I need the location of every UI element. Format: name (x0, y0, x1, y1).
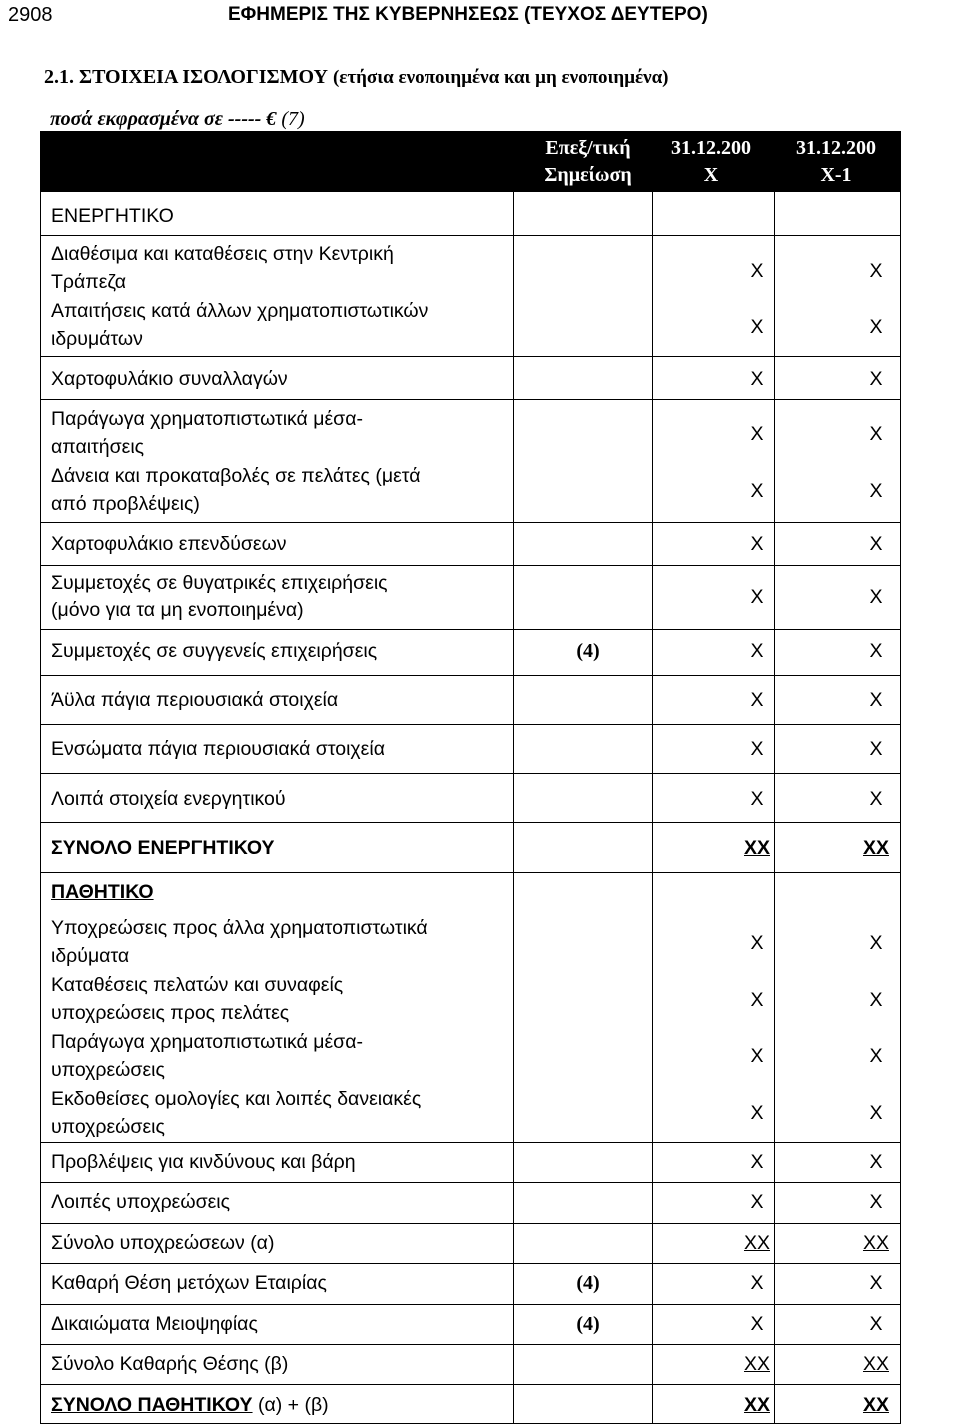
section-title (44, 66, 669, 89)
total-liabilities-previous: ΧΧ (862, 1232, 889, 1254)
row-divider (41, 1223, 900, 1224)
row-divider (41, 565, 900, 566)
previous-value: Χ (869, 1151, 883, 1173)
total-assets-current: ΧΧ (743, 837, 770, 859)
row-label: Παράγωγα χρηματοπιστωτικά μέσα- (51, 1031, 363, 1053)
current-value: Χ (750, 1045, 764, 1067)
current-value: Χ (750, 1272, 764, 1294)
row-divider (41, 822, 900, 823)
previous-value: Χ (869, 423, 883, 445)
current-value: Χ (750, 533, 764, 555)
row-divider (41, 1304, 900, 1305)
row-label-cont: από προβλέψεις) (51, 493, 200, 515)
row-label: Καθαρή Θέση μετόχων Εταιρίας (51, 1272, 327, 1294)
note-reference: (4) (576, 640, 600, 662)
current-value: Χ (750, 689, 764, 711)
row-label: Ενσώματα πάγια περιουσιακά στοιχεία (51, 738, 385, 760)
row-label: Υποχρεώσεις προς άλλα χρηματοπιστωτικά (51, 917, 428, 939)
previous-value: Χ (869, 1102, 883, 1124)
row-divider (41, 1344, 900, 1345)
row-divider (41, 1384, 900, 1385)
previous-value: Χ (869, 640, 883, 662)
row-label: Λοιπές υποχρεώσεις (51, 1191, 231, 1213)
total-liabilities-current: ΧΧ (743, 1232, 770, 1254)
column-header-current-line2: Χ (703, 164, 719, 186)
current-value: Χ (750, 368, 764, 390)
previous-value: Χ (869, 1272, 883, 1294)
previous-value: Χ (869, 260, 883, 282)
previous-value: Χ (869, 1191, 883, 1213)
previous-value: Χ (869, 932, 883, 954)
note-reference: (4) (576, 1272, 600, 1294)
row-label-cont: ιδρύματα (51, 945, 130, 967)
row-divider (41, 773, 900, 774)
current-value: Χ (750, 640, 764, 662)
previous-value: Χ (869, 316, 883, 338)
previous-value: Χ (869, 788, 883, 810)
column-header-previous-line2: Χ-1 (820, 164, 852, 186)
row-label: Συμμετοχές σε συγγενείς επιχειρήσεις (51, 640, 378, 662)
row-label-cont: υποχρεώσεις προς πελάτες (51, 1002, 290, 1024)
row-divider (41, 235, 900, 236)
row-label: Παράγωγα χρηματοπιστωτικά μέσα- (51, 408, 363, 430)
total-liabilities-label: Σύνολο υποχρεώσεων (α) (51, 1232, 275, 1254)
row-divider (41, 1182, 900, 1183)
row-label: Διαθέσιμα και καταθέσεις στην Κεντρική (51, 243, 394, 265)
row-divider (41, 675, 900, 676)
current-value: Χ (750, 480, 764, 502)
column-header-note-line2: Σημείωση (544, 164, 632, 186)
current-value: Χ (750, 1191, 764, 1213)
row-label: Καταθέσεις πελατών και συναφείς (51, 974, 344, 996)
row-label: Συμμετοχές σε θυγατρικές επιχειρήσεις (51, 572, 388, 594)
current-value: Χ (750, 586, 764, 608)
liabilities-heading-text: ΠΑΘΗΤΙΚΟ (51, 881, 154, 903)
total-assets-previous: ΧΧ (862, 837, 889, 859)
current-value: Χ (750, 423, 764, 445)
column-divider (513, 192, 514, 1424)
previous-value: Χ (869, 738, 883, 760)
liabilities-heading (51, 878, 154, 906)
row-label: Εκδοθείσες ομολογίες και λοιπές δανειακές (51, 1088, 422, 1110)
row-divider (41, 522, 900, 523)
row-divider (41, 399, 900, 400)
row-divider (41, 1263, 900, 1264)
current-value: Χ (750, 1102, 764, 1124)
current-value: Χ (750, 989, 764, 1011)
current-value: Χ (750, 1313, 764, 1335)
row-divider (41, 629, 900, 630)
row-label-cont: υποχρεώσεις (51, 1059, 165, 1081)
row-label: Λοιπά στοιχεία ενεργητικού (51, 788, 286, 810)
grand-total-label-main: ΣΥΝΟΛΟ ΠΑΘΗΤΙΚΟΥ (51, 1394, 253, 1416)
grand-total-current: ΧΧ (743, 1394, 770, 1416)
grand-total-previous: ΧΧ (862, 1394, 889, 1416)
column-header-previous-line1: 31.12.200 (796, 137, 876, 159)
column-header-note (513, 135, 663, 189)
amounts-currency-note: ποσά εκφρασμένα σε ----- € (50, 108, 277, 130)
row-divider (41, 1142, 900, 1143)
column-header-current-line1: 31.12.200 (671, 137, 751, 159)
row-label-cont: ιδρυμάτων (51, 328, 143, 350)
row-label-cont: απαιτήσεις (51, 436, 145, 458)
row-label-cont: υποχρεώσεις (51, 1116, 165, 1138)
amounts-reference: (7) (281, 108, 305, 130)
current-value: Χ (750, 260, 764, 282)
assets-heading: ΕΝΕΡΓΗΤΙΚΟ (51, 205, 174, 227)
row-label: Δάνεια και προκαταβολές σε πελάτες (μετά (51, 465, 421, 487)
grand-total-label (51, 1391, 329, 1419)
total-equity-previous: ΧΧ (862, 1353, 889, 1375)
total-assets-label: ΣΥΝΟΛΟ ΕΝΕΡΓΗΤΙΚΟΥ (51, 837, 275, 859)
total-equity-label: Σύνολο Καθαρής Θέσης (β) (51, 1353, 289, 1375)
row-divider (41, 356, 900, 357)
row-divider (41, 872, 900, 873)
row-label-cont: (μόνο για τα μη ενοποιημένα) (51, 599, 304, 621)
section-title-main: 2.1. ΣΤΟΙΧΕΙΑ ΙΣΟΛΟΓΙΣΜΟΥ (44, 66, 328, 88)
current-value: Χ (750, 932, 764, 954)
table-header (41, 132, 900, 192)
amounts-note (50, 108, 305, 131)
row-label-cont: Τράπεζα (51, 271, 126, 293)
section-subtitle: (ετήσια ενοποιημένα και μη ενοποιημένα) (332, 67, 669, 88)
previous-value: Χ (869, 533, 883, 555)
row-label: Απαιτήσεις κατά άλλων χρηματοπιστωτικών (51, 300, 429, 322)
previous-value: Χ (869, 689, 883, 711)
balance-sheet-table (40, 131, 901, 1424)
row-label: Χαρτοφυλάκιο συναλλαγών (51, 368, 288, 390)
previous-value: Χ (869, 989, 883, 1011)
page-number: 2908 (8, 4, 53, 26)
current-value: Χ (750, 316, 764, 338)
grand-total-label-suffix: (α) + (β) (252, 1394, 329, 1416)
row-divider (41, 724, 900, 725)
column-header-current (651, 135, 771, 189)
column-header-note-line1: Επεξ/τική (545, 137, 631, 159)
previous-value: Χ (869, 1313, 883, 1335)
previous-value: Χ (869, 586, 883, 608)
page-header (0, 0, 960, 34)
row-label: Χαρτοφυλάκιο επενδύσεων (51, 533, 287, 555)
current-value: Χ (750, 738, 764, 760)
note-reference: (4) (576, 1313, 600, 1335)
total-equity-current: ΧΧ (743, 1353, 770, 1375)
current-value: Χ (750, 1151, 764, 1173)
row-label: Προβλέψεις για κινδύνους και βάρη (51, 1151, 356, 1173)
column-divider (652, 192, 653, 1424)
previous-value: Χ (869, 480, 883, 502)
row-label: Δικαιώματα Μειοψηφίας (51, 1313, 258, 1335)
journal-title: ΕΦΗΜΕΡΙΣ ΤΗΣ ΚΥΒΕΡΝΗΣΕΩΣ (ΤΕΥΧΟΣ ΔΕΥΤΕΡΟ) (228, 4, 708, 25)
previous-value: Χ (869, 368, 883, 390)
previous-value: Χ (869, 1045, 883, 1067)
column-header-previous (776, 135, 896, 189)
current-value: Χ (750, 788, 764, 810)
row-label: Άϋλα πάγια περιουσιακά στοιχεία (51, 689, 339, 711)
